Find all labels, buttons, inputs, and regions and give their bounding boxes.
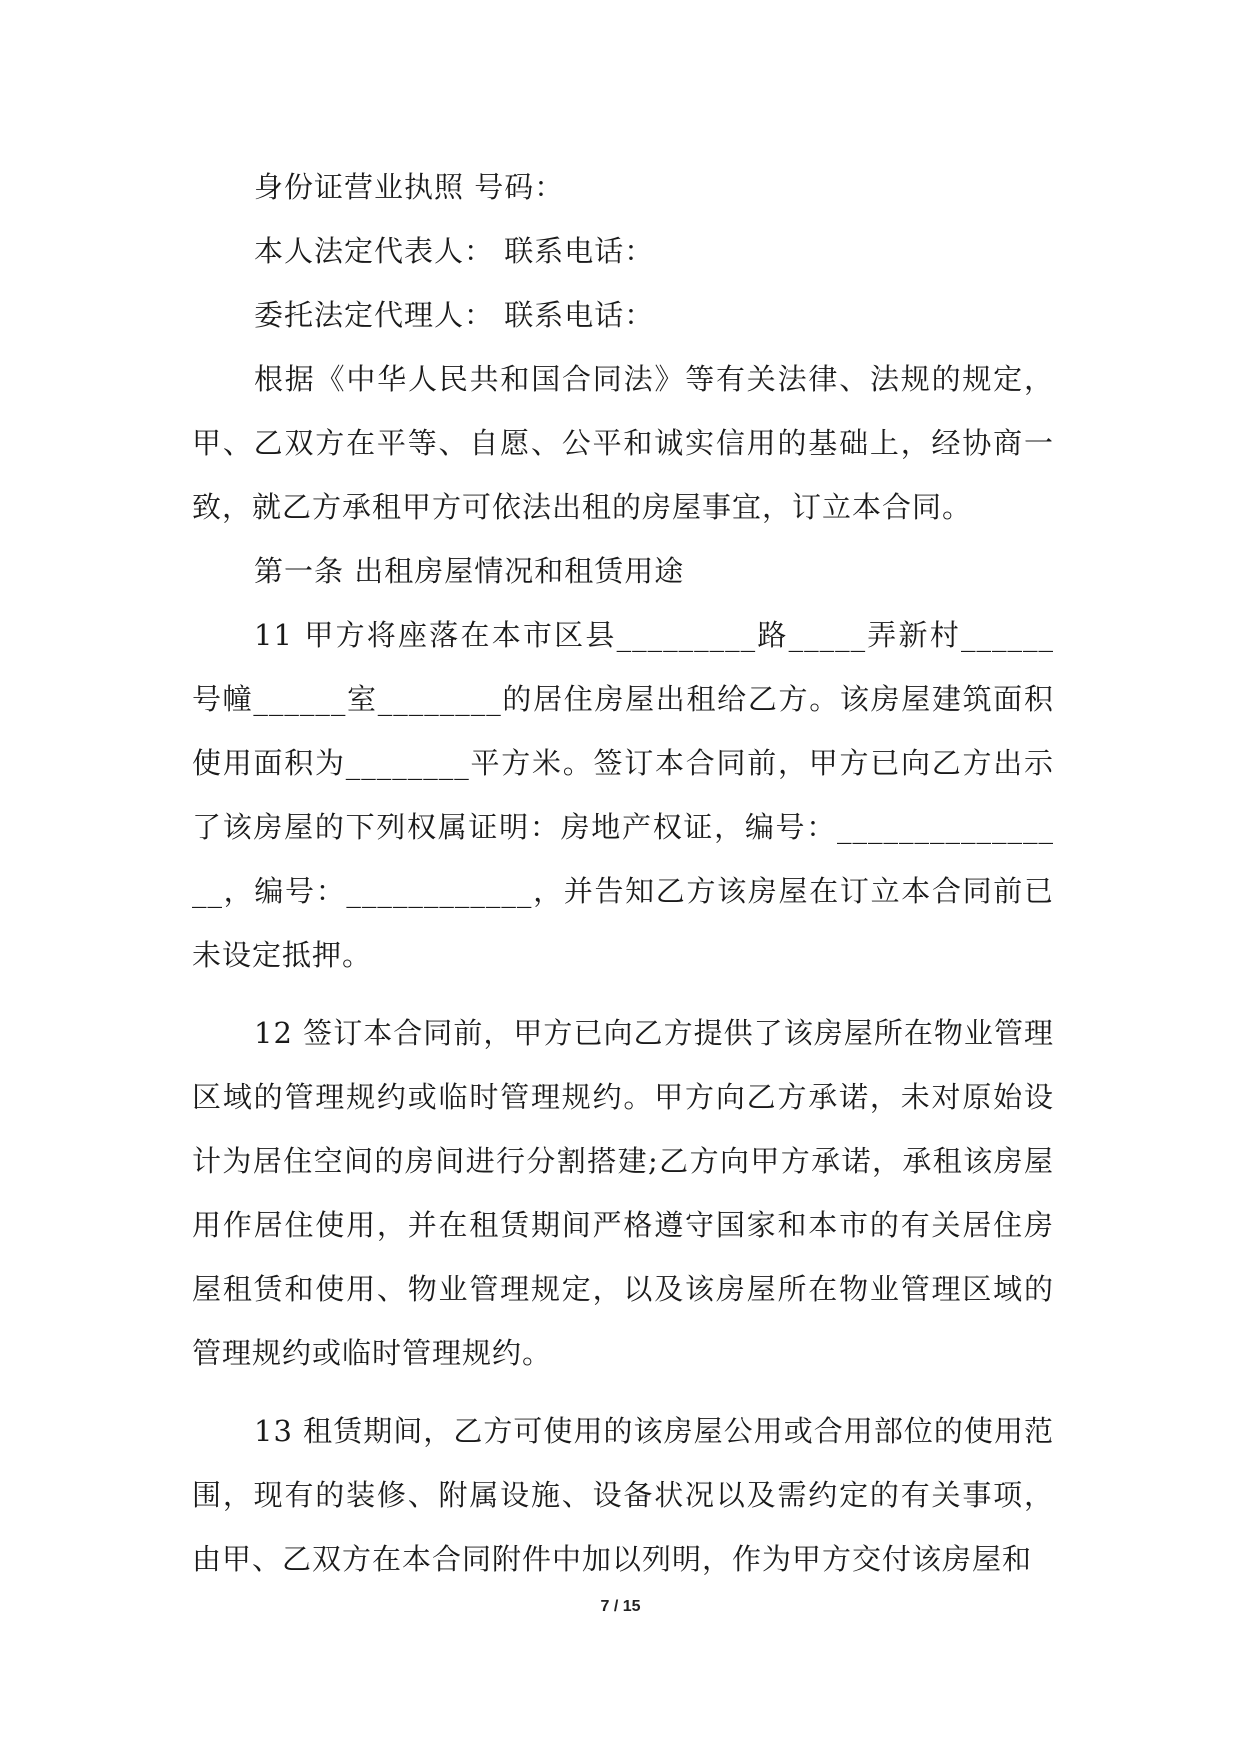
clause-1-3: 13 租赁期间，乙方可使用的该房屋公用或合用部位的使用范围，现有的装修、附属设施、设备状况以及需约定的有关事项，由甲、乙双方在本合同附件中加以列明，作为甲方交付该房屋和	[192, 1414, 1054, 1576]
legal-representative-line: 本人法定代表人： 联系电话：	[254, 234, 655, 268]
clause-1-2: 12 签订本合同前，甲方已向乙方提供了该房屋所在物业管理区域的管理规约或临时管理规约。甲方向乙方承诺，未对原始设计为居住空间的房间进行分割搭建;乙方向甲方承诺，承租该房屋用作居住使用，并在租赁期间严格遵守国家和本市的有关居住房屋租赁和使用、物业管理规定，以及该房屋所在物业管理区域的管理规约或临时管理规约。	[192, 1016, 1054, 1370]
page-number: 7 / 15	[600, 1598, 641, 1615]
document-body	[192, 155, 1054, 1591]
article-one-heading: 第一条 出租房屋情况和租赁用途	[254, 554, 685, 588]
preamble-paragraph: 根据《中华人民共和国合同法》等有关法律、法规的规定，甲、乙双方在平等、自愿、公平和诚实信用的基础上，经协商一致，就乙方承租甲方可依法出租的房屋事宜，订立本合同。	[192, 362, 1054, 524]
authorized-agent-line: 委托法定代理人： 联系电话：	[254, 298, 655, 332]
clause-1-1: 11 甲方将座落在本市区县_________路_____弄新村______号幢______室________的居住房屋出租给乙方。该房屋建筑面积使用面积为________平方米。签订本合同前，甲方已向乙方出示了该房屋的下列权属证明：房地产权证，编号：________________，编号：____________，并告知乙方该房屋在订立本合同前已未设定抵押。	[192, 618, 1054, 972]
id-license-number-line: 身份证营业执照 号码：	[254, 170, 565, 204]
